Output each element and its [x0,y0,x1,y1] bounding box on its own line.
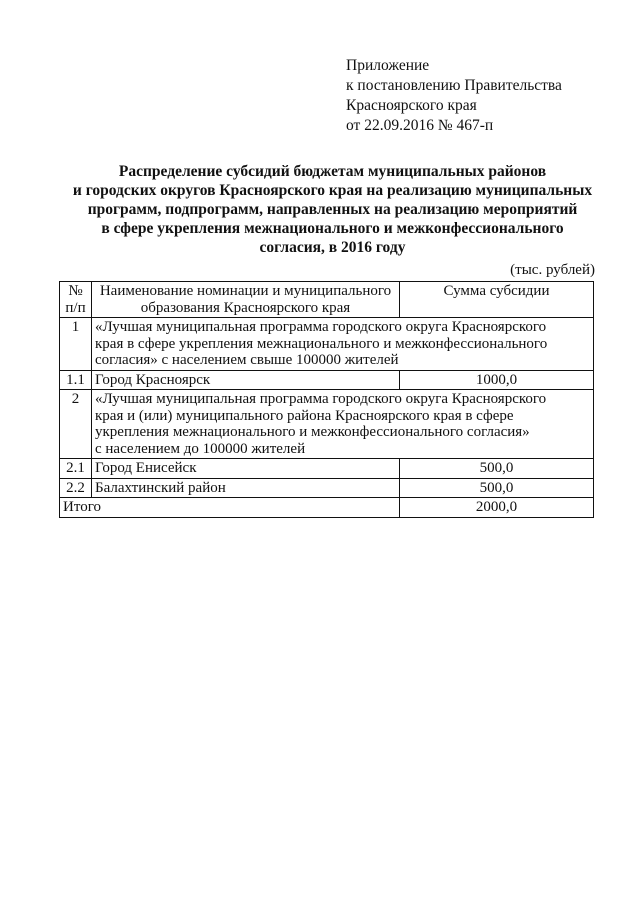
header-amount-cell: Сумма субсидии [400,282,594,318]
total-amount: 2000,0 [400,498,594,518]
description-line: края и (или) муниципального района Красноярского края в сфере [95,407,514,424]
title-line: и городских округов Красноярского края на реализацию муниципальных [72,182,593,199]
appendix-line: Красноярского края [346,97,477,114]
description-line: с населением до 100000 жителей [95,440,306,457]
total-row [60,498,594,518]
total-label: Итого [60,498,400,518]
description-line: согласия» с населением свыше 100000 жителей [95,352,399,368]
nomination-description [92,390,594,459]
row-amount: 1000,0 [400,370,594,390]
appendix-line: от 22.09.2016 № 467-п [346,117,494,134]
header-num-line1: № [68,283,83,299]
row-name: Балахтинский район [92,478,400,498]
subsidy-table [59,281,594,518]
description-line: «Лучшая муниципальная программа городского округа Красноярского [95,391,547,407]
row-num: 1 [60,318,92,371]
table-row [60,390,594,459]
title-line: согласия, в 2016 году [259,239,406,256]
appendix-line: Приложение [346,57,430,74]
nomination-description [92,318,594,371]
units-note: (тыс. рублей) [510,262,595,278]
description-line: «Лучшая муниципальная программа городского округа Красноярского [95,319,547,335]
row-amount: 500,0 [400,459,594,479]
row-num: 2.2 [60,478,92,498]
title-line: в сфере укрепления межнационального и межконфессионального [101,220,564,237]
table-row [60,370,594,390]
row-amount: 500,0 [400,478,594,498]
table-row [60,318,594,371]
description-line: края в сфере укрепления межнационального и межконфессионального [95,335,548,352]
title-line: программ, подпрограмм, направленных на реализацию мероприятий [87,201,578,218]
header-num-cell [60,282,92,318]
row-name: Город Красноярск [92,370,400,390]
table-row [60,459,594,479]
header-name-cell [92,282,400,318]
row-num: 2.1 [60,459,92,479]
document-title [40,162,625,257]
table-header-row [60,282,594,318]
description-line: укрепления межнационального и межконфессионального согласия» [95,424,530,440]
title-line: Распределение субсидий бюджетам муниципальных районов [118,163,547,180]
appendix-line: к постановлению Правительства [346,77,562,94]
row-num: 2 [60,390,92,459]
appendix-block [346,56,562,136]
table-row [60,478,594,498]
row-name: Город Енисейск [92,459,400,479]
header-name-line2: образования Красноярского края [140,299,351,316]
header-num-line2: п/п [65,299,86,316]
row-num: 1.1 [60,370,92,390]
header-name-line1: Наименование номинации и муниципального [99,283,392,299]
